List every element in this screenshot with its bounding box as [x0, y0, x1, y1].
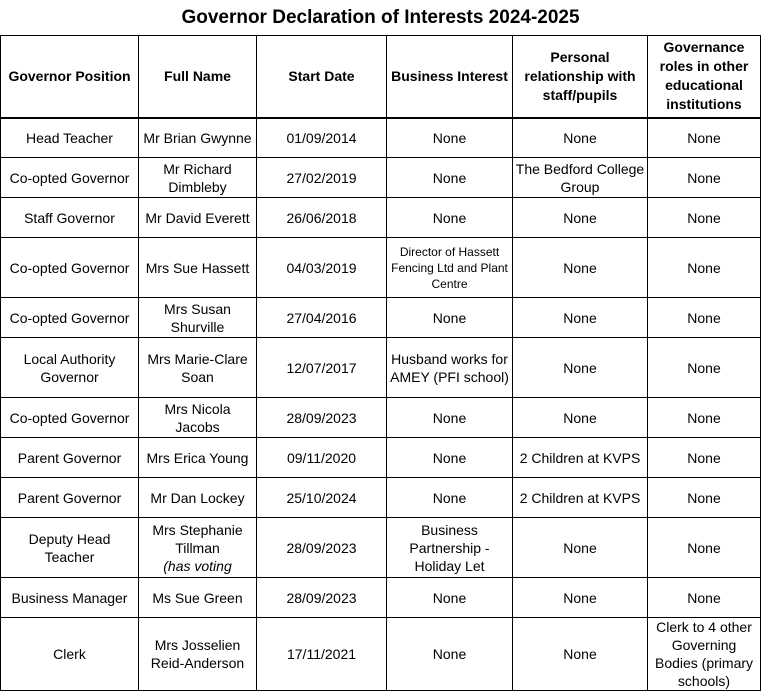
- cell-personal: None: [513, 198, 648, 238]
- cell-position: Parent Governor: [1, 438, 139, 478]
- table-row: [1, 518, 761, 578]
- cell-name-text: Mrs Stephanie Tillman: [152, 521, 243, 556]
- cell-start-date: 17/11/2021: [257, 618, 387, 691]
- cell-governance: None: [648, 518, 761, 578]
- declarations-table: [0, 35, 761, 691]
- cell-governance: None: [648, 438, 761, 478]
- table-row: [1, 438, 761, 478]
- cell-business: None: [387, 398, 513, 438]
- cell-name: [139, 518, 257, 578]
- table-row: [1, 298, 761, 338]
- table-row: [1, 198, 761, 238]
- cell-business: None: [387, 118, 513, 158]
- cell-personal: None: [513, 298, 648, 338]
- cell-personal: The Bedford College Group: [513, 158, 648, 198]
- cell-position: Co-opted Governor: [1, 298, 139, 338]
- header-personal-relationship: Personal relationship with staff/pupils: [513, 36, 648, 118]
- cell-name-wrap: [141, 521, 254, 575]
- cell-personal: 2 Children at KVPS: [513, 438, 648, 478]
- table-row: [1, 338, 761, 398]
- cell-position: Co-opted Governor: [1, 238, 139, 298]
- cell-governance: None: [648, 578, 761, 618]
- cell-position: Deputy Head Teacher: [1, 518, 139, 578]
- table-row: [1, 478, 761, 518]
- cell-governance: None: [648, 118, 761, 158]
- cell-personal: None: [513, 118, 648, 158]
- cell-position: Clerk: [1, 618, 139, 691]
- cell-position: Staff Governor: [1, 198, 139, 238]
- table-row: [1, 238, 761, 298]
- cell-position: Co-opted Governor: [1, 158, 139, 198]
- cell-governance: None: [648, 398, 761, 438]
- cell-name: Ms Sue Green: [139, 578, 257, 618]
- cell-name: Mr Richard Dimbleby: [139, 158, 257, 198]
- page-title: Governor Declaration of Interests 2024-2025: [181, 7, 580, 28]
- cell-start-date: 12/07/2017: [257, 338, 387, 398]
- cell-name: Mrs Susan Shurville: [139, 298, 257, 338]
- cell-start-date: 26/06/2018: [257, 198, 387, 238]
- cell-start-date: 28/09/2023: [257, 398, 387, 438]
- cell-name: Mr Brian Gwynne: [139, 118, 257, 158]
- cell-name: Mrs Nicola Jacobs: [139, 398, 257, 438]
- cell-business-text: Director of Hassett Fencing Ltd and Plant Centre: [391, 244, 508, 291]
- header-business-interest: Business Interest: [387, 36, 513, 118]
- cell-position: Head Teacher: [1, 118, 139, 158]
- cell-governance: None: [648, 478, 761, 518]
- cell-start-date: 04/03/2019: [257, 238, 387, 298]
- cell-business: None: [387, 298, 513, 338]
- cell-name: Mr Dan Lockey: [139, 478, 257, 518]
- cell-start-date: 25/10/2024: [257, 478, 387, 518]
- table-row: [1, 118, 761, 158]
- cell-governance: None: [648, 238, 761, 298]
- header-row: [1, 36, 761, 118]
- cell-business: Husband works for AMEY (PFI school): [387, 338, 513, 398]
- cell-name-note: (has voting: [163, 557, 232, 574]
- header-governance-roles: Governance roles in other educational institutions: [648, 36, 761, 118]
- cell-governance: None: [648, 158, 761, 198]
- cell-governance: None: [648, 338, 761, 398]
- cell-personal: None: [513, 578, 648, 618]
- table-row: [1, 158, 761, 198]
- cell-business: [387, 518, 513, 578]
- cell-name: Mrs Josselien Reid-Anderson: [139, 618, 257, 691]
- header-full-name: Full Name: [139, 36, 257, 118]
- cell-personal: None: [513, 618, 648, 691]
- cell-position: Parent Governor: [1, 478, 139, 518]
- cell-governance: None: [648, 198, 761, 238]
- cell-business: None: [387, 158, 513, 198]
- cell-name: Mrs Erica Young: [139, 438, 257, 478]
- cell-personal: None: [513, 518, 648, 578]
- table-row: [1, 398, 761, 438]
- cell-business: None: [387, 198, 513, 238]
- cell-name: Mr David Everett: [139, 198, 257, 238]
- header-start-date: Start Date: [257, 36, 387, 118]
- cell-business: None: [387, 578, 513, 618]
- cell-business-text: Business Partnership - Holiday Let: [409, 521, 490, 574]
- cell-governance: Clerk to 4 other Governing Bodies (primary schools): [648, 618, 761, 691]
- cell-personal: None: [513, 338, 648, 398]
- header-governor-position: Governor Position: [1, 36, 139, 118]
- cell-position: Business Manager: [1, 578, 139, 618]
- cell-position: Local Authority Governor: [1, 338, 139, 398]
- cell-personal: None: [513, 238, 648, 298]
- cell-governance: None: [648, 298, 761, 338]
- cell-start-date: 27/04/2016: [257, 298, 387, 338]
- cell-start-date: 01/09/2014: [257, 118, 387, 158]
- cell-start-date: 28/09/2023: [257, 518, 387, 578]
- cell-business: None: [387, 438, 513, 478]
- cell-start-date: 09/11/2020: [257, 438, 387, 478]
- cell-personal: None: [513, 398, 648, 438]
- cell-personal: 2 Children at KVPS: [513, 478, 648, 518]
- cell-start-date: 28/09/2023: [257, 578, 387, 618]
- cell-name: Mrs Marie-Clare Soan: [139, 338, 257, 398]
- cell-business: None: [387, 618, 513, 691]
- cell-business: [387, 238, 513, 298]
- cell-name: Mrs Sue Hassett: [139, 238, 257, 298]
- cell-position: Co-opted Governor: [1, 398, 139, 438]
- cell-start-date: 27/02/2019: [257, 158, 387, 198]
- table-row: [1, 618, 761, 691]
- table-row: [1, 578, 761, 618]
- cell-business: None: [387, 478, 513, 518]
